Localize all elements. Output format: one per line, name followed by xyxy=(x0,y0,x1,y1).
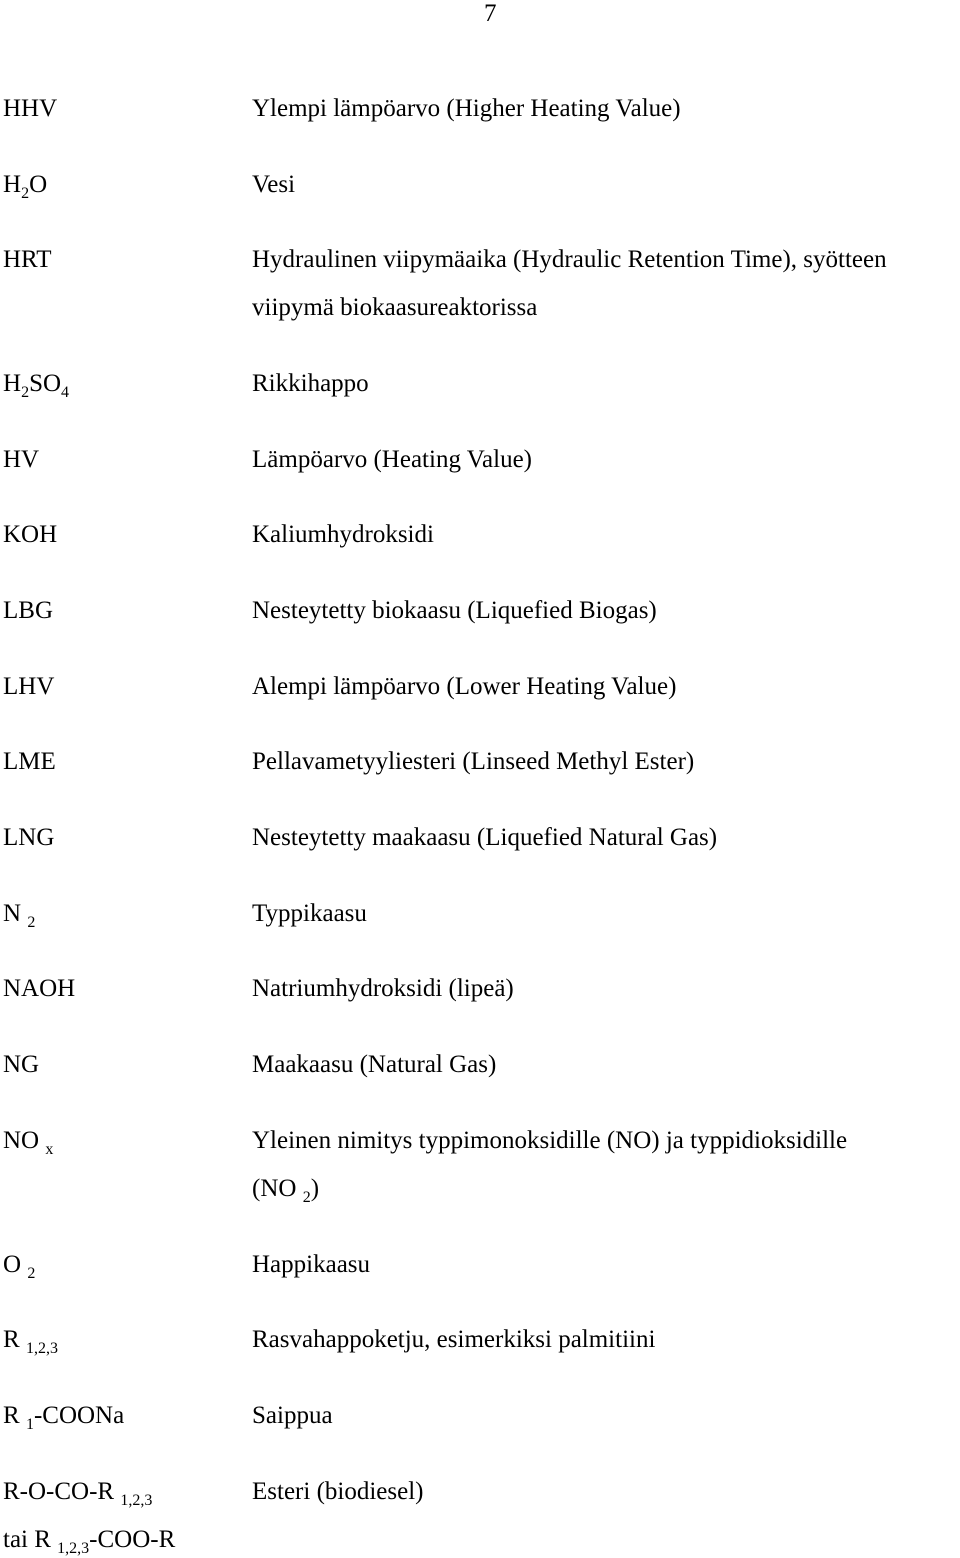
definition: Alempi lämpöarvo (Lower Heating Value) xyxy=(252,673,677,700)
definition: Happikaasu xyxy=(252,1251,371,1278)
page-number: 7 xyxy=(484,0,497,27)
abbreviation: N $_2$ xyxy=(3,900,36,931)
definition: Natriumhydroksidi (lipeä) xyxy=(252,975,514,1002)
definition: Maakaasu (Natural Gas) xyxy=(252,1051,497,1078)
abbreviation: R-O-CO-R $_{1,2,3}$ xyxy=(3,1478,153,1509)
abbreviation: LHV xyxy=(3,673,55,700)
definition: Pellavametyyliesteri (Linseed Methyl Ester) xyxy=(252,748,695,775)
definition: Rikkihappo xyxy=(252,370,369,397)
definition: Hydraulinen viipymäaika (Hydraulic Retention Time), syötteen xyxy=(252,246,887,273)
abbreviation-continued: tai R $_{1,2,3}$-COO-R xyxy=(3,1526,176,1557)
abbreviation: $H_2SO_4$ xyxy=(3,370,70,401)
abbreviation: NG xyxy=(3,1051,40,1078)
abbreviation: O $_2$ xyxy=(3,1251,36,1282)
abbreviation: R $_1$-COONa xyxy=(3,1402,125,1433)
abbreviation: LME xyxy=(3,748,56,775)
abbreviation: R $_{1,2,3}$ xyxy=(3,1326,58,1357)
definition: Nesteytetty biokaasu (Liquefied Biogas) xyxy=(252,597,657,624)
abbreviation: $H_2O$ xyxy=(3,171,48,202)
definition: Saippua xyxy=(252,1402,333,1429)
definition: Ylempi lämpöarvo (Higher Heating Value) xyxy=(252,95,681,122)
abbreviation: NO $_x$ xyxy=(3,1127,54,1158)
abbreviation: HRT xyxy=(3,246,52,273)
abbreviation: HHV xyxy=(3,95,58,122)
definition: Rasvahappoketju, esimerkiksi palmitiini xyxy=(252,1326,656,1353)
definition: Yleinen nimitys typpimonoksidille (NO) ja typpidioksidille xyxy=(252,1127,848,1154)
abbreviation: KOH xyxy=(3,521,58,548)
definition-continued: (NO $_2$) xyxy=(252,1175,320,1206)
definition: Vesi xyxy=(252,171,296,198)
abbreviation: NAOH xyxy=(3,975,76,1002)
definition: Nesteytetty maakaasu (Liquefied Natural Gas) xyxy=(252,824,718,851)
abbreviation: LBG xyxy=(3,597,53,624)
definition-continued: viipymä biokaasureaktorissa xyxy=(252,294,538,321)
definition: Kaliumhydroksidi xyxy=(252,521,434,548)
abbreviation: LNG xyxy=(3,824,55,851)
definition: Typpikaasu xyxy=(252,900,367,927)
abbreviation: HV xyxy=(3,446,40,473)
definition: Esteri (biodiesel) xyxy=(252,1478,424,1505)
definition: Lämpöarvo (Heating Value) xyxy=(252,446,532,473)
